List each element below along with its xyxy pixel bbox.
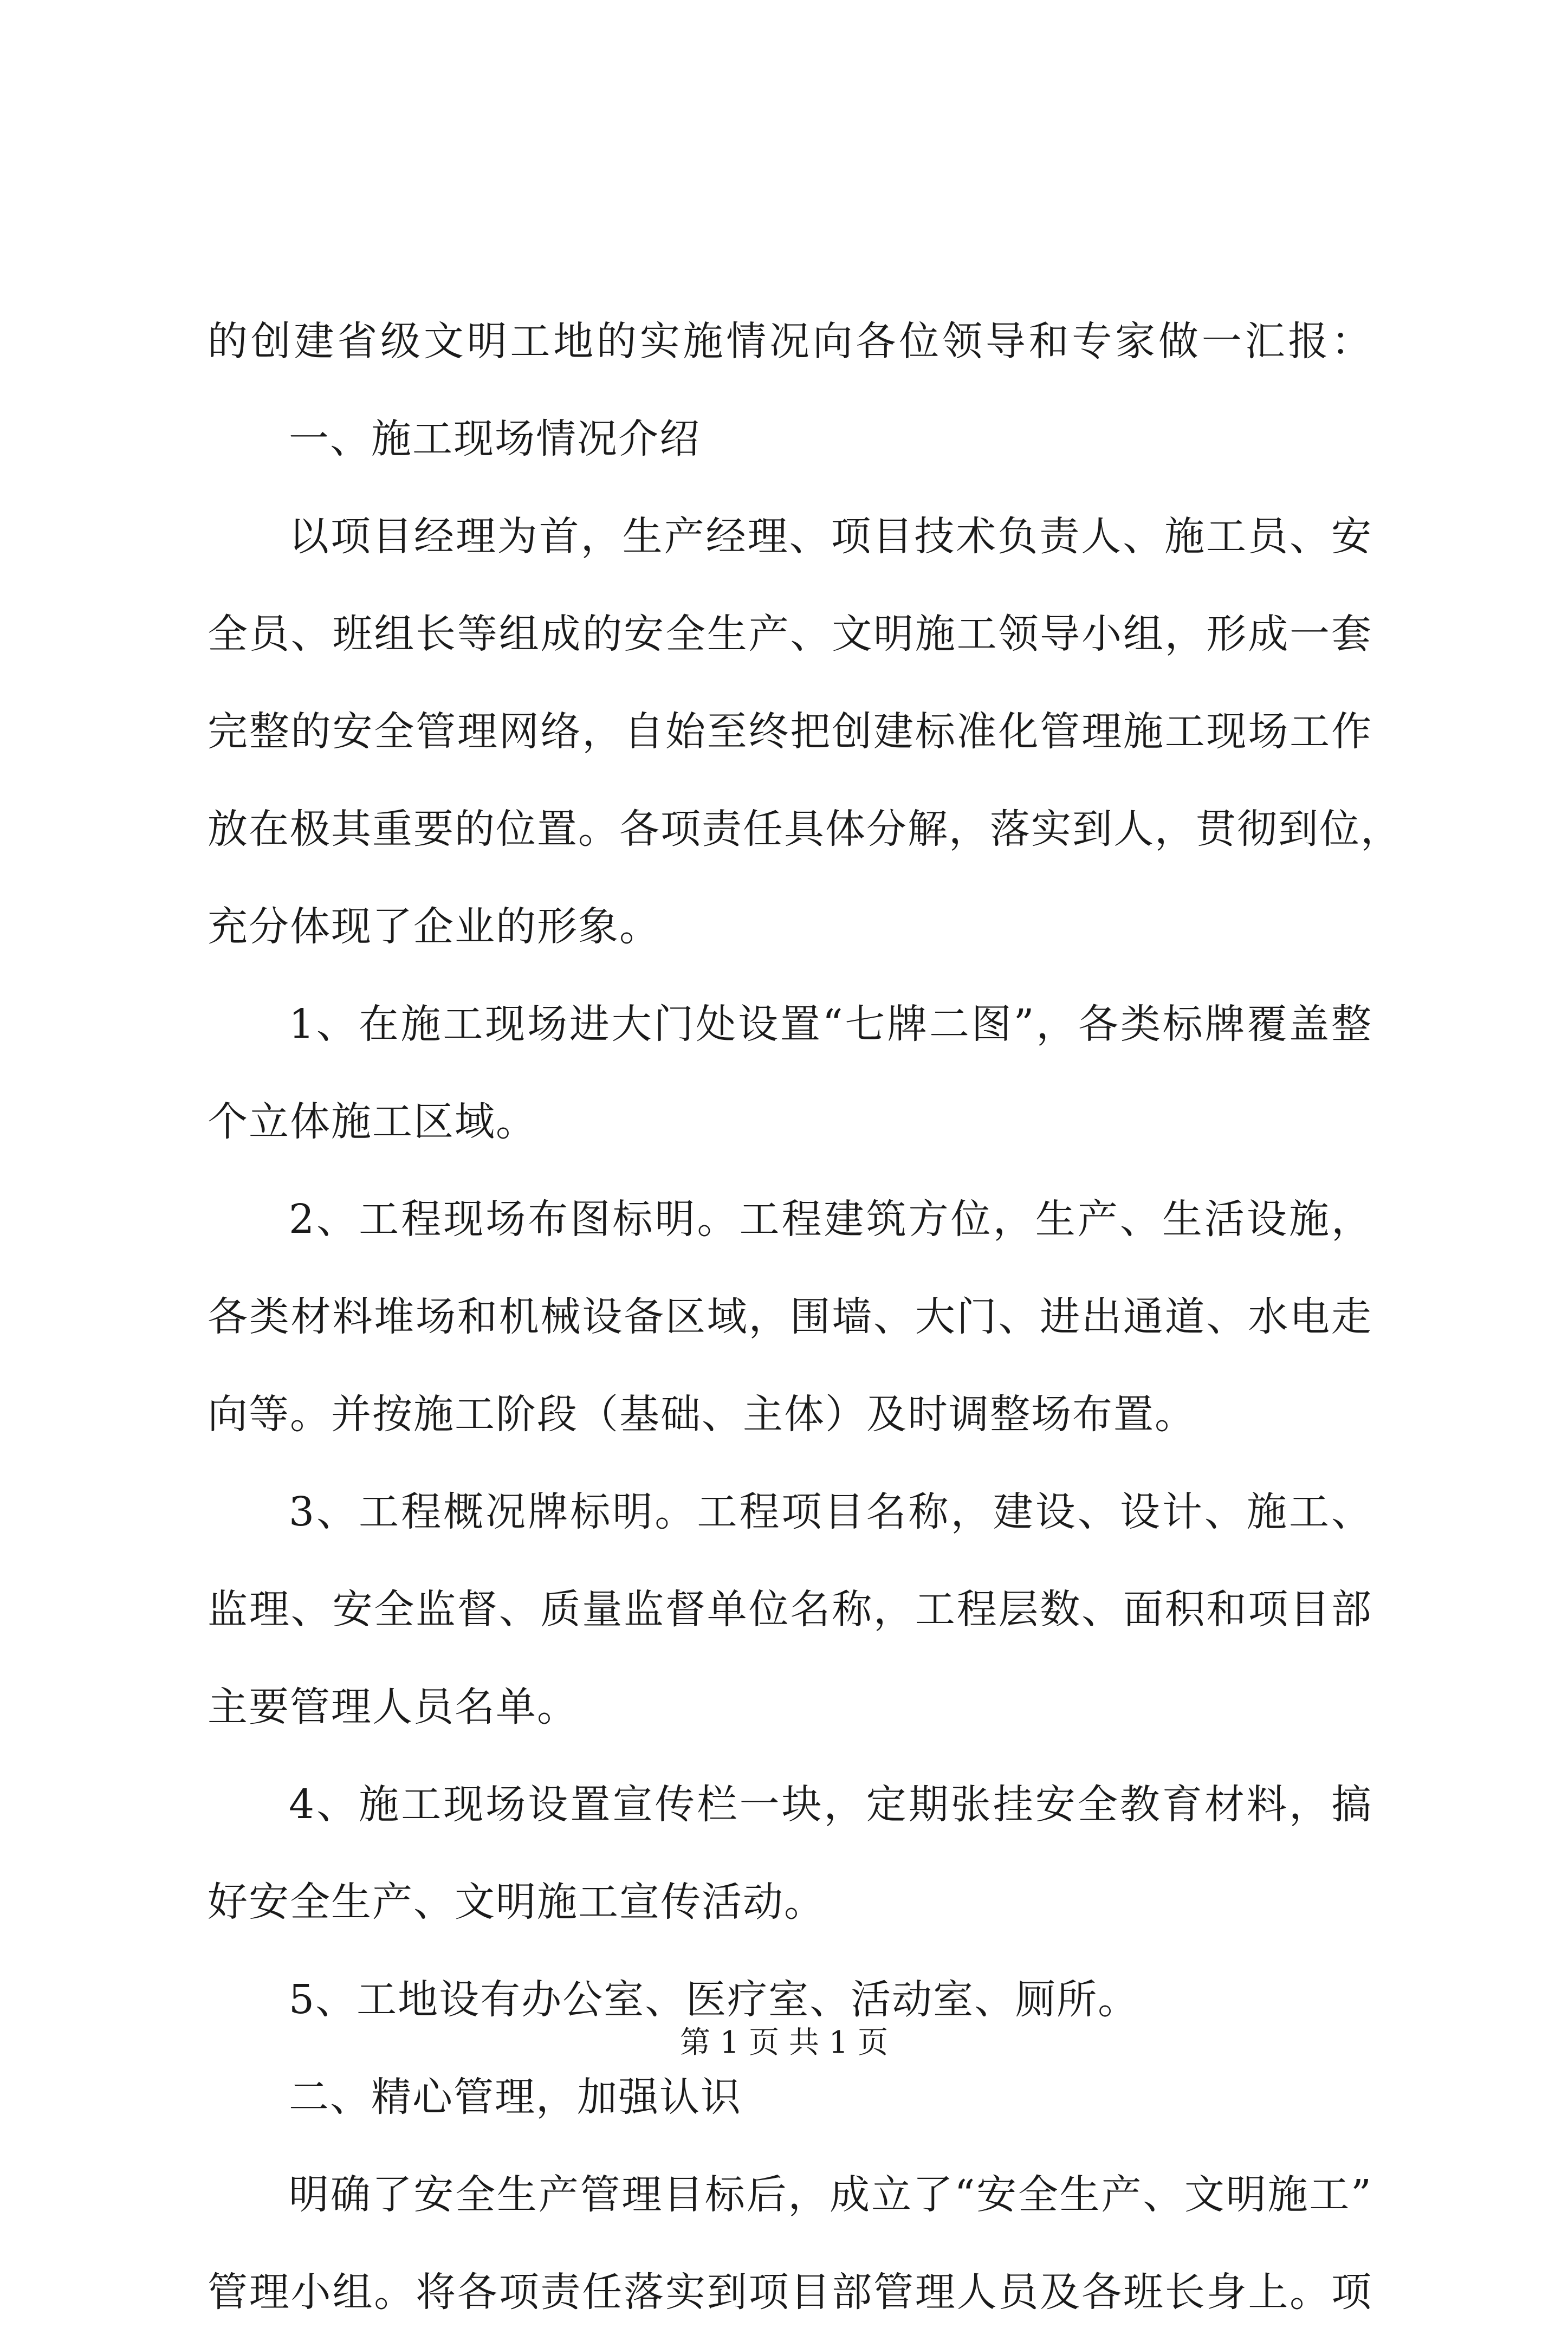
body-line: 向等。并按施工阶段（基础、主体）及时调整场布置。 — [208, 1391, 1196, 1438]
body-line: 主要管理人员名单。 — [208, 1684, 578, 1730]
body-line: 监理、安全监督、质量监督单位名称，工程层数、面积和项目部 — [208, 1586, 1372, 1633]
body-line: 充分体现了企业的形象。 — [208, 903, 660, 950]
page-footer: 第 1 页 共 1 页 — [679, 2025, 889, 2060]
body-line: 好安全生产、文明施工宣传活动。 — [208, 1879, 825, 1925]
body-line: 5、工地设有办公室、医疗室、活动室、厕所。 — [289, 1976, 1139, 2023]
body-line: 1、在施工现场进大门处设置“七牌二图”，各类标牌覆盖整 — [289, 1001, 1372, 1047]
body-line: 个立体施工区域。 — [208, 1098, 537, 1145]
body-line: 3、工程概况牌标明。工程项目名称，建设、设计、施工、 — [289, 1489, 1372, 1535]
body-line: 全员、班组长等组成的安全生产、文明施工领导小组，形成一套 — [208, 611, 1372, 657]
body-line: 的创建省级文明工地的实施情况向各位领导和专家做一汇报： — [208, 318, 1372, 365]
section-heading: 一、施工现场情况介绍 — [289, 416, 701, 462]
body-line: 明确了安全生产管理目标后，成立了“安全生产、文明施工” — [289, 2171, 1372, 2218]
section-heading: 二、精心管理，加强认识 — [289, 2074, 742, 2120]
body-line: 2、工程现场布图标明。工程建筑方位，生产、生活设施， — [289, 1196, 1372, 1243]
body-line: 放在极其重要的位置。各项责任具体分解，落实到人，贯彻到位， — [208, 806, 1402, 852]
body-line: 管理小组。将各项责任落实到项目部管理人员及各班长身上。项 — [208, 2269, 1372, 2316]
body-line: 4、施工现场设置宣传栏一块，定期张挂安全教育材料，搞 — [289, 1781, 1372, 1828]
body-line: 各类材料堆场和机械设备区域，围墙、大门、进出通道、水电走 — [208, 1294, 1372, 1340]
body-line: 以项目经理为首，生产经理、项目技术负责人、施工员、安 — [289, 513, 1372, 560]
body-line: 完整的安全管理网络，自始至终把创建标准化管理施工现场工作 — [208, 708, 1372, 755]
